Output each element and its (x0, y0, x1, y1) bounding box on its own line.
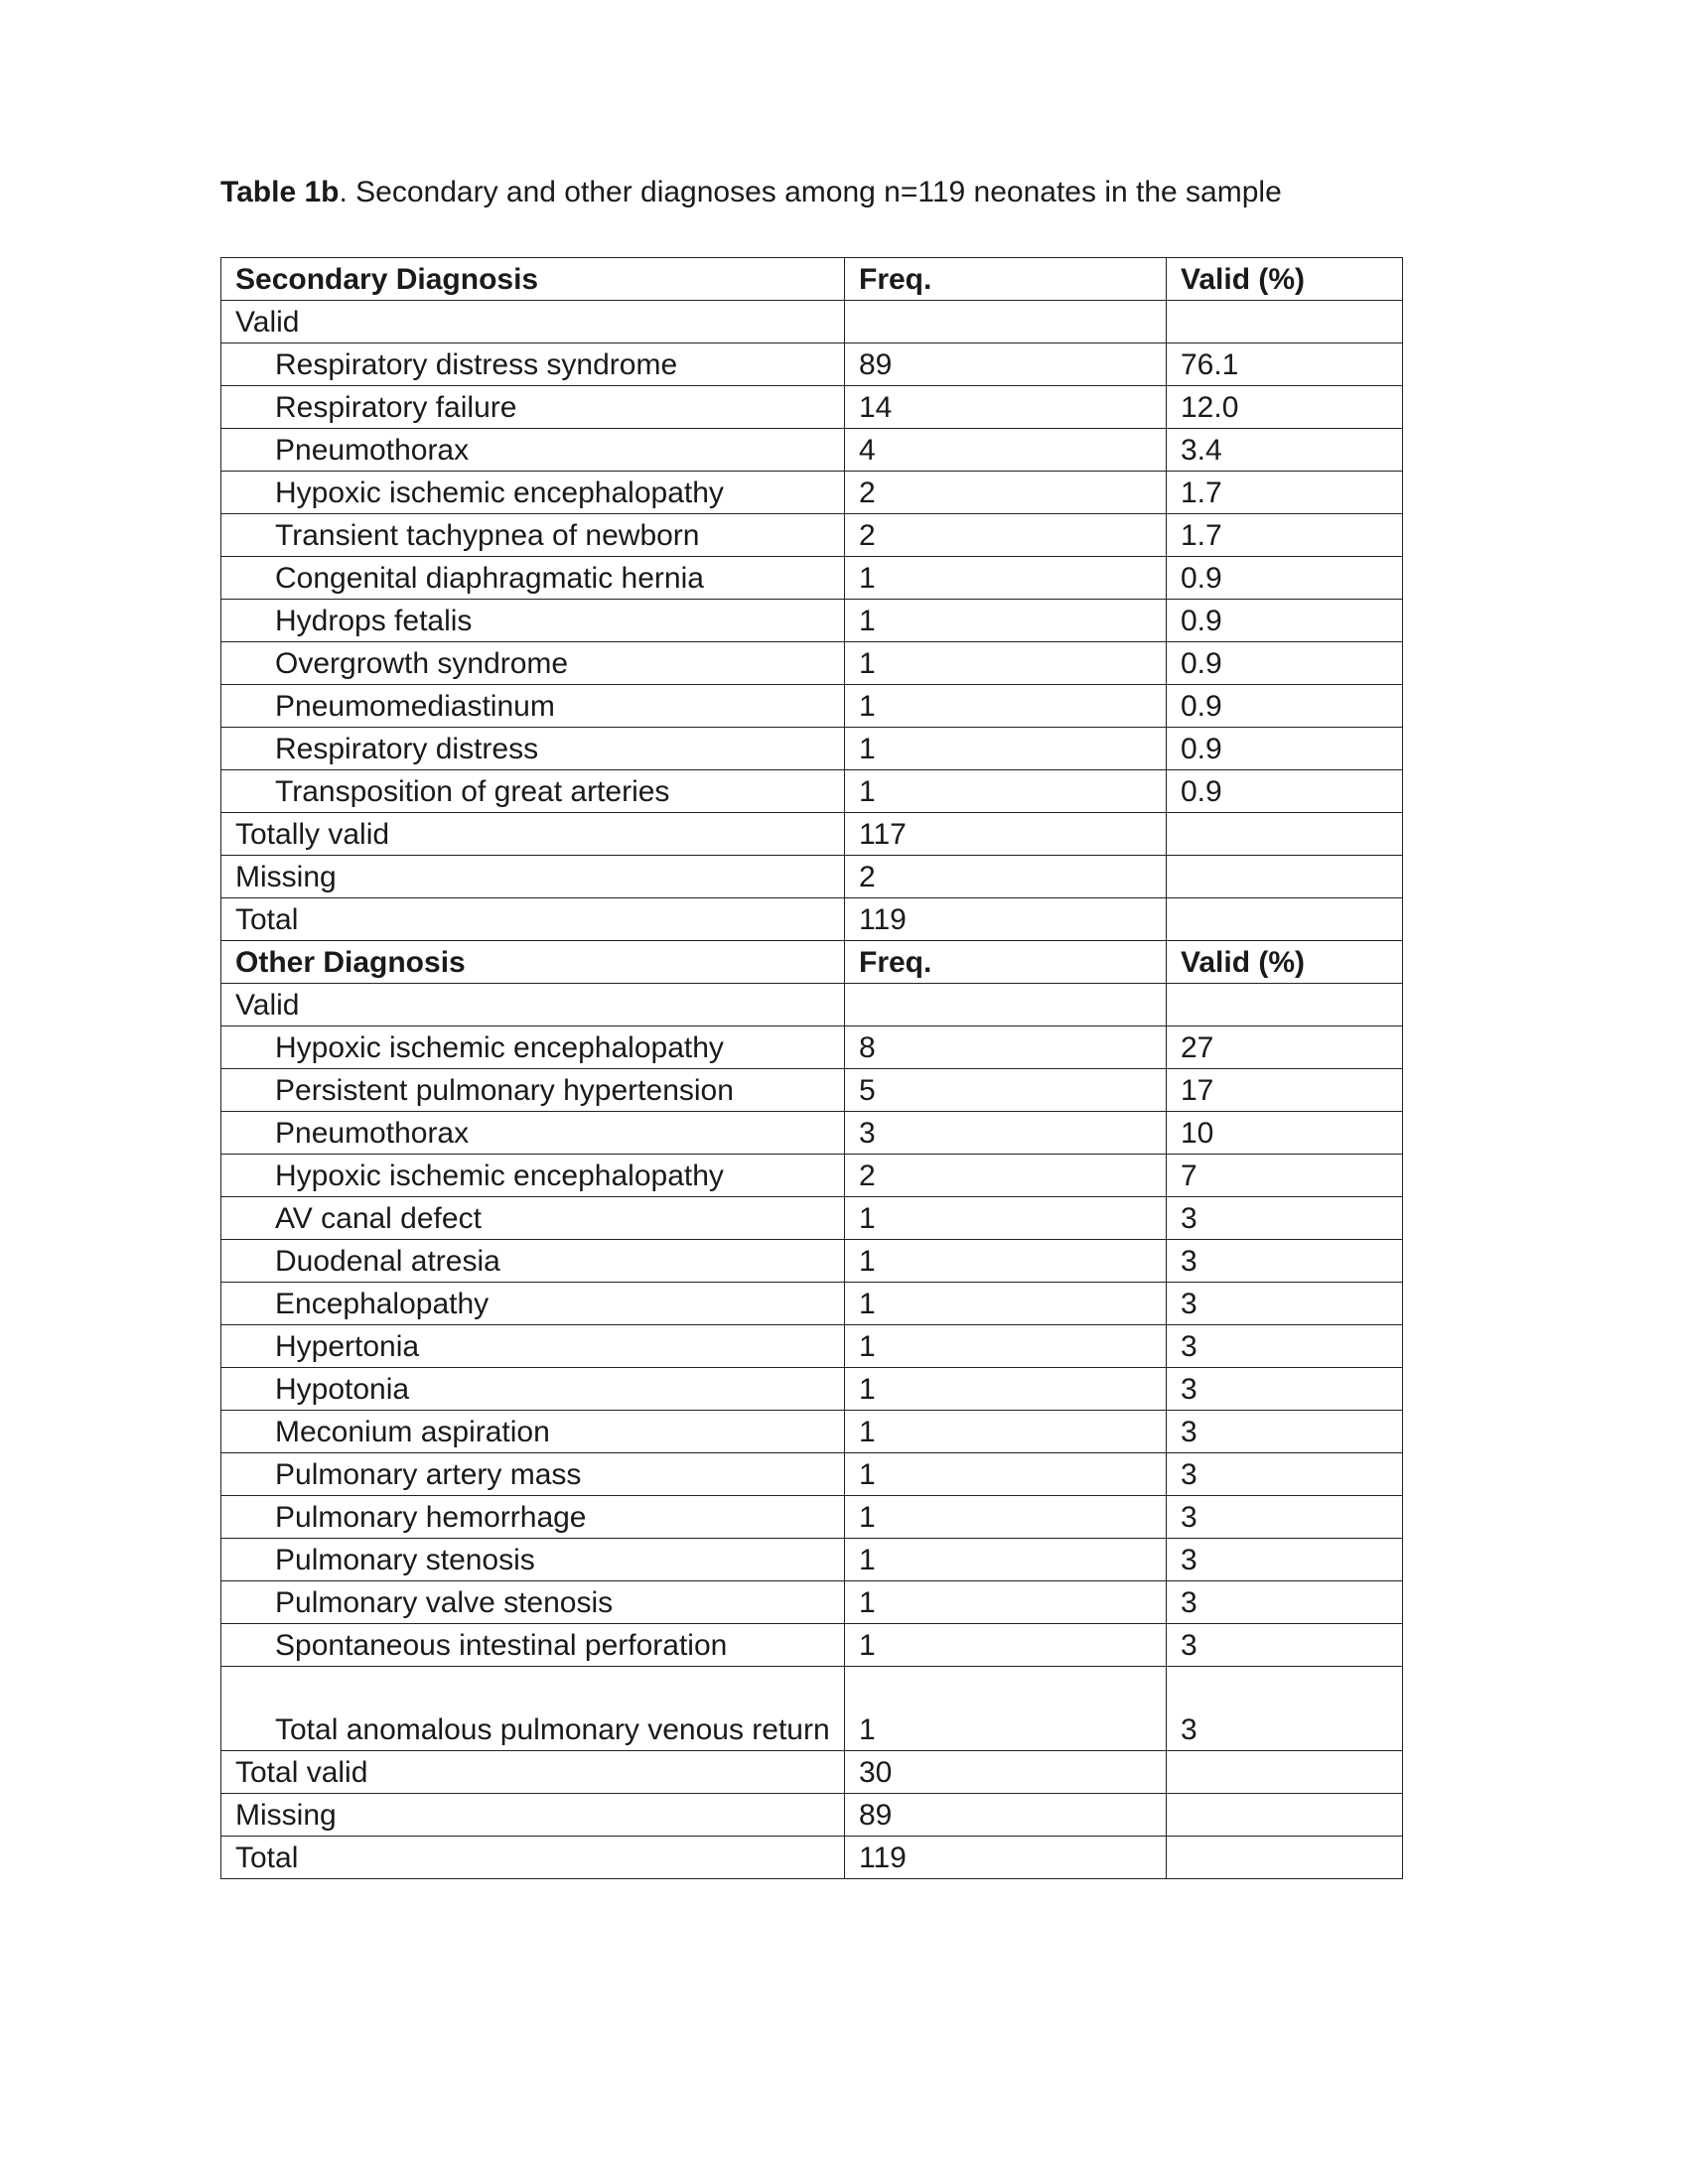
table-row (221, 1453, 1403, 1496)
summary-percent (1167, 898, 1403, 941)
table-row (221, 429, 1403, 472)
diagnosis-name: Respiratory distress syndrome (221, 343, 845, 386)
valid-percent-value: 0.9 (1167, 685, 1403, 728)
valid-percent-value: 10 (1167, 1112, 1403, 1155)
empty-cell (845, 301, 1167, 343)
valid-percent-value: 3 (1167, 1539, 1403, 1581)
valid-percent-value: 3 (1167, 1368, 1403, 1411)
valid-percent-value: 3 (1167, 1453, 1403, 1496)
frequency-value: 1 (845, 1539, 1167, 1581)
valid-percent-value: 3 (1167, 1240, 1403, 1283)
valid-percent-value: 0.9 (1167, 557, 1403, 600)
table-row (221, 514, 1403, 557)
frequency-value: 3 (845, 1112, 1167, 1155)
valid-percent-value: 0.9 (1167, 770, 1403, 813)
diagnosis-name: Hypoxic ischemic encephalopathy (221, 1026, 845, 1069)
diagnoses-table-body (221, 258, 1403, 1879)
frequency-value: 1 (845, 1325, 1167, 1368)
frequency-value: 1 (845, 1667, 1167, 1751)
valid-percent-value: 0.9 (1167, 642, 1403, 685)
valid-percent-header: Valid (%) (1167, 258, 1403, 301)
frequency-value: 1 (845, 1581, 1167, 1624)
valid-percent-value: 3 (1167, 1667, 1403, 1751)
valid-percent-value: 1.7 (1167, 514, 1403, 557)
valid-percent-value: 17 (1167, 1069, 1403, 1112)
table-row (221, 1026, 1403, 1069)
frequency-value: 14 (845, 386, 1167, 429)
summary-percent (1167, 1751, 1403, 1794)
table-row (221, 1539, 1403, 1581)
diagnosis-name: Hydrops fetalis (221, 600, 845, 642)
other-header-row (221, 941, 1403, 984)
diagnosis-name: Hypertonia (221, 1325, 845, 1368)
frequency-value: 1 (845, 1624, 1167, 1667)
frequency-value: 2 (845, 1155, 1167, 1197)
valid-percent-value: 3 (1167, 1197, 1403, 1240)
diagnosis-name: Overgrowth syndrome (221, 642, 845, 685)
diagnosis-name: Duodenal atresia (221, 1240, 845, 1283)
summary-label: Total (221, 898, 845, 941)
diagnosis-name: Persistent pulmonary hypertension (221, 1069, 845, 1112)
table-row (221, 557, 1403, 600)
valid-percent-header: Valid (%) (1167, 941, 1403, 984)
diagnosis-name: Hypoxic ischemic encephalopathy (221, 472, 845, 514)
diagnosis-name: Total anomalous pulmonary venous return (221, 1667, 845, 1751)
diagnosis-name: Pulmonary artery mass (221, 1453, 845, 1496)
diagnosis-name: Encephalopathy (221, 1283, 845, 1325)
secondary-summary-row (221, 813, 1403, 856)
summary-frequency: 119 (845, 898, 1167, 941)
valid-percent-value: 0.9 (1167, 728, 1403, 770)
valid-percent-value: 7 (1167, 1155, 1403, 1197)
summary-percent (1167, 813, 1403, 856)
valid-percent-value: 3 (1167, 1496, 1403, 1539)
frequency-value: 1 (845, 1368, 1167, 1411)
table-row (221, 1368, 1403, 1411)
summary-frequency: 89 (845, 1794, 1167, 1837)
frequency-value: 1 (845, 1453, 1167, 1496)
summary-label: Totally valid (221, 813, 845, 856)
empty-cell (1167, 984, 1403, 1026)
diagnosis-name: Pulmonary stenosis (221, 1539, 845, 1581)
frequency-value: 1 (845, 770, 1167, 813)
table-row (221, 1240, 1403, 1283)
summary-label: Total valid (221, 1751, 845, 1794)
valid-percent-value: 3.4 (1167, 429, 1403, 472)
summary-frequency: 2 (845, 856, 1167, 898)
frequency-value: 89 (845, 343, 1167, 386)
valid-percent-value: 3 (1167, 1325, 1403, 1368)
valid-percent-value: 27 (1167, 1026, 1403, 1069)
table-row (221, 728, 1403, 770)
valid-percent-value: 3 (1167, 1581, 1403, 1624)
frequency-value: 5 (845, 1069, 1167, 1112)
secondary-diagnosis-header: Secondary Diagnosis (221, 258, 845, 301)
other-summary-row (221, 1837, 1403, 1879)
frequency-value: 2 (845, 472, 1167, 514)
other-summary-row (221, 1794, 1403, 1837)
summary-frequency: 119 (845, 1837, 1167, 1879)
table-row (221, 1581, 1403, 1624)
table-row (221, 1155, 1403, 1197)
table-row (221, 1069, 1403, 1112)
diagnosis-name: Pulmonary valve stenosis (221, 1581, 845, 1624)
summary-percent (1167, 1794, 1403, 1837)
table-row (221, 642, 1403, 685)
valid-label: Valid (221, 301, 845, 343)
frequency-value: 1 (845, 1496, 1167, 1539)
table-row (221, 1624, 1403, 1667)
table-row (221, 1411, 1403, 1453)
valid-percent-value: 3 (1167, 1624, 1403, 1667)
secondary-valid-row (221, 301, 1403, 343)
diagnosis-name: Respiratory distress (221, 728, 845, 770)
frequency-value: 4 (845, 429, 1167, 472)
frequency-value: 1 (845, 685, 1167, 728)
diagnosis-name: Hypotonia (221, 1368, 845, 1411)
table-row (221, 1197, 1403, 1240)
diagnosis-name: AV canal defect (221, 1197, 845, 1240)
diagnosis-name: Congenital diaphragmatic hernia (221, 557, 845, 600)
valid-percent-value: 0.9 (1167, 600, 1403, 642)
table-row (221, 1667, 1403, 1751)
valid-percent-value: 76.1 (1167, 343, 1403, 386)
diagnosis-name: Meconium aspiration (221, 1411, 845, 1453)
freq-header: Freq. (845, 258, 1167, 301)
table-row (221, 386, 1403, 429)
empty-cell (845, 984, 1167, 1026)
diagnoses-table (220, 257, 1403, 1879)
frequency-value: 1 (845, 1283, 1167, 1325)
table-row (221, 1283, 1403, 1325)
other-valid-row (221, 984, 1403, 1026)
frequency-value: 1 (845, 642, 1167, 685)
frequency-value: 1 (845, 728, 1167, 770)
summary-label: Total (221, 1837, 845, 1879)
diagnosis-name: Pneumothorax (221, 1112, 845, 1155)
freq-header: Freq. (845, 941, 1167, 984)
other-diagnosis-header: Other Diagnosis (221, 941, 845, 984)
diagnosis-name: Transient tachypnea of newborn (221, 514, 845, 557)
frequency-value: 1 (845, 1411, 1167, 1453)
secondary-header-row (221, 258, 1403, 301)
table-row (221, 472, 1403, 514)
diagnosis-name: Transposition of great arteries (221, 770, 845, 813)
valid-percent-value: 3 (1167, 1411, 1403, 1453)
frequency-value: 2 (845, 514, 1167, 557)
diagnosis-name: Hypoxic ischemic encephalopathy (221, 1155, 845, 1197)
table-row (221, 1325, 1403, 1368)
secondary-summary-row (221, 898, 1403, 941)
diagnosis-name: Spontaneous intestinal perforation (221, 1624, 845, 1667)
frequency-value: 1 (845, 600, 1167, 642)
diagnosis-name: Pulmonary hemorrhage (221, 1496, 845, 1539)
summary-label: Missing (221, 1794, 845, 1837)
table-row (221, 1112, 1403, 1155)
table-caption (220, 173, 1282, 212)
table-row (221, 770, 1403, 813)
table-caption-label: Table 1b (220, 176, 340, 208)
table-row (221, 685, 1403, 728)
valid-percent-value: 3 (1167, 1283, 1403, 1325)
summary-percent (1167, 856, 1403, 898)
summary-label: Missing (221, 856, 845, 898)
frequency-value: 1 (845, 557, 1167, 600)
empty-cell (1167, 301, 1403, 343)
valid-percent-value: 12.0 (1167, 386, 1403, 429)
summary-frequency: 117 (845, 813, 1167, 856)
valid-percent-value: 1.7 (1167, 472, 1403, 514)
frequency-value: 1 (845, 1240, 1167, 1283)
summary-frequency: 30 (845, 1751, 1167, 1794)
frequency-value: 1 (845, 1197, 1167, 1240)
table-row (221, 343, 1403, 386)
diagnosis-name: Respiratory failure (221, 386, 845, 429)
other-summary-row (221, 1751, 1403, 1794)
secondary-summary-row (221, 856, 1403, 898)
table-row (221, 600, 1403, 642)
valid-label: Valid (221, 984, 845, 1026)
table-row (221, 1496, 1403, 1539)
diagnosis-name: Pneumomediastinum (221, 685, 845, 728)
summary-percent (1167, 1837, 1403, 1879)
diagnosis-name: Pneumothorax (221, 429, 845, 472)
frequency-value: 8 (845, 1026, 1167, 1069)
table-caption-text: . Secondary and other diagnoses among n=119 neonates in the sample (339, 176, 1282, 208)
